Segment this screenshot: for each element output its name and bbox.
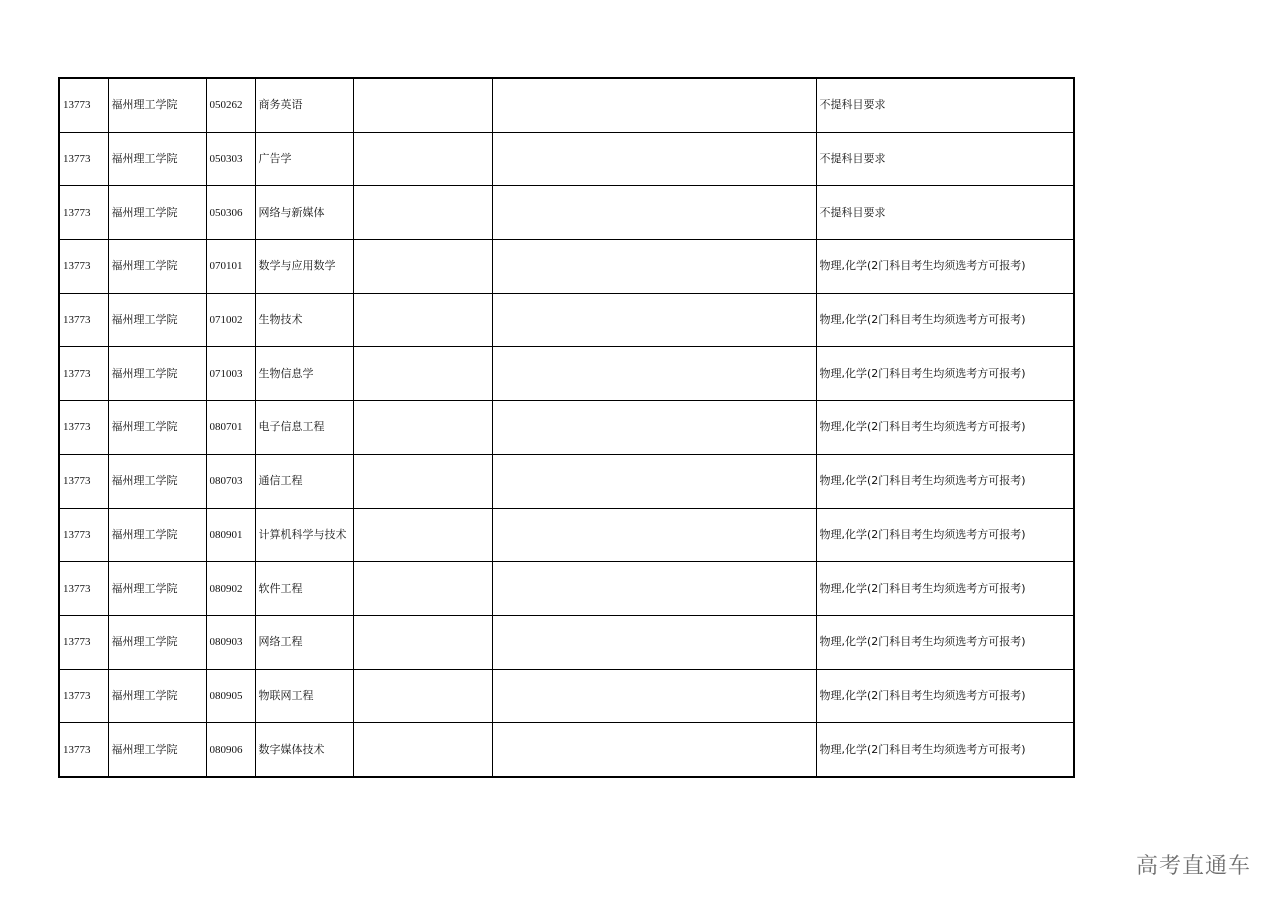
cell-major-name: 电子信息工程	[255, 401, 353, 455]
table-row	[59, 78, 1074, 132]
cell-empty-6	[492, 293, 816, 347]
table-row	[59, 401, 1074, 455]
cell-subject-requirement: 物理,化学(2门科目考生均须选考方可报考)	[816, 240, 1074, 294]
cell-subject-requirement: 不提科目要求	[816, 78, 1074, 132]
cell-empty-6	[492, 454, 816, 508]
cell-empty-6	[492, 132, 816, 186]
cell-school-code: 13773	[59, 401, 108, 455]
cell-school-name: 福州理工学院	[108, 401, 206, 455]
cell-major-code: 080906	[206, 723, 255, 777]
cell-major-code: 050262	[206, 78, 255, 132]
cell-empty-5	[353, 669, 492, 723]
cell-empty-5	[353, 240, 492, 294]
cell-school-code: 13773	[59, 562, 108, 616]
cell-major-name: 数学与应用数学	[255, 240, 353, 294]
cell-major-name: 网络与新媒体	[255, 186, 353, 240]
cell-school-name: 福州理工学院	[108, 562, 206, 616]
cell-major-name: 物联网工程	[255, 669, 353, 723]
cell-school-name: 福州理工学院	[108, 615, 206, 669]
cell-school-code: 13773	[59, 240, 108, 294]
cell-major-name: 软件工程	[255, 562, 353, 616]
cell-subject-requirement: 物理,化学(2门科目考生均须选考方可报考)	[816, 401, 1074, 455]
cell-major-code: 071003	[206, 347, 255, 401]
cell-subject-requirement: 物理,化学(2门科目考生均须选考方可报考)	[816, 615, 1074, 669]
cell-empty-6	[492, 615, 816, 669]
cell-empty-6	[492, 401, 816, 455]
table-row	[59, 508, 1074, 562]
cell-school-code: 13773	[59, 454, 108, 508]
cell-major-code: 050306	[206, 186, 255, 240]
cell-major-name: 生物技术	[255, 293, 353, 347]
table-row	[59, 347, 1074, 401]
cell-school-code: 13773	[59, 132, 108, 186]
cell-empty-6	[492, 669, 816, 723]
cell-school-code: 13773	[59, 347, 108, 401]
table-row	[59, 293, 1074, 347]
cell-empty-6	[492, 723, 816, 777]
cell-empty-5	[353, 401, 492, 455]
watermark-text: 高考直通车	[1135, 854, 1251, 879]
table-body	[59, 78, 1074, 777]
cell-major-code: 080905	[206, 669, 255, 723]
cell-empty-6	[492, 562, 816, 616]
cell-empty-6	[492, 508, 816, 562]
cell-major-name: 生物信息学	[255, 347, 353, 401]
cell-empty-5	[353, 508, 492, 562]
cell-school-code: 13773	[59, 186, 108, 240]
table-row	[59, 615, 1074, 669]
cell-school-code: 13773	[59, 615, 108, 669]
cell-subject-requirement: 不提科目要求	[816, 132, 1074, 186]
table-row	[59, 132, 1074, 186]
table-row	[59, 240, 1074, 294]
cell-subject-requirement: 物理,化学(2门科目考生均须选考方可报考)	[816, 508, 1074, 562]
table-row	[59, 562, 1074, 616]
cell-major-code: 080903	[206, 615, 255, 669]
cell-major-code: 080703	[206, 454, 255, 508]
cell-empty-5	[353, 562, 492, 616]
cell-major-code: 071002	[206, 293, 255, 347]
cell-major-code: 070101	[206, 240, 255, 294]
cell-empty-5	[353, 454, 492, 508]
cell-school-code: 13773	[59, 723, 108, 777]
cell-school-name: 福州理工学院	[108, 240, 206, 294]
cell-empty-5	[353, 615, 492, 669]
cell-major-code: 080701	[206, 401, 255, 455]
cell-subject-requirement: 物理,化学(2门科目考生均须选考方可报考)	[816, 723, 1074, 777]
cell-empty-5	[353, 293, 492, 347]
cell-empty-5	[353, 347, 492, 401]
admission-requirements-table	[58, 77, 1075, 778]
cell-school-code: 13773	[59, 293, 108, 347]
cell-school-name: 福州理工学院	[108, 669, 206, 723]
cell-subject-requirement: 物理,化学(2门科目考生均须选考方可报考)	[816, 347, 1074, 401]
cell-major-name: 计算机科学与技术	[255, 508, 353, 562]
cell-major-code: 080902	[206, 562, 255, 616]
cell-subject-requirement: 不提科目要求	[816, 186, 1074, 240]
cell-subject-requirement: 物理,化学(2门科目考生均须选考方可报考)	[816, 669, 1074, 723]
cell-major-code: 080901	[206, 508, 255, 562]
cell-empty-5	[353, 78, 492, 132]
table-row	[59, 669, 1074, 723]
table-row	[59, 186, 1074, 240]
cell-school-name: 福州理工学院	[108, 132, 206, 186]
cell-school-name: 福州理工学院	[108, 454, 206, 508]
cell-empty-6	[492, 347, 816, 401]
cell-major-name: 商务英语	[255, 78, 353, 132]
cell-school-name: 福州理工学院	[108, 508, 206, 562]
table-row	[59, 723, 1074, 777]
cell-school-code: 13773	[59, 508, 108, 562]
cell-school-name: 福州理工学院	[108, 347, 206, 401]
cell-empty-5	[353, 723, 492, 777]
cell-empty-5	[353, 186, 492, 240]
cell-empty-5	[353, 132, 492, 186]
cell-major-name: 数字媒体技术	[255, 723, 353, 777]
cell-school-code: 13773	[59, 669, 108, 723]
cell-major-name: 通信工程	[255, 454, 353, 508]
cell-school-name: 福州理工学院	[108, 186, 206, 240]
cell-subject-requirement: 物理,化学(2门科目考生均须选考方可报考)	[816, 293, 1074, 347]
cell-empty-6	[492, 78, 816, 132]
cell-school-code: 13773	[59, 78, 108, 132]
cell-major-code: 050303	[206, 132, 255, 186]
cell-school-name: 福州理工学院	[108, 723, 206, 777]
cell-school-name: 福州理工学院	[108, 78, 206, 132]
cell-subject-requirement: 物理,化学(2门科目考生均须选考方可报考)	[816, 454, 1074, 508]
cell-empty-6	[492, 186, 816, 240]
table-row	[59, 454, 1074, 508]
cell-major-name: 广告学	[255, 132, 353, 186]
cell-subject-requirement: 物理,化学(2门科目考生均须选考方可报考)	[816, 562, 1074, 616]
cell-empty-6	[492, 240, 816, 294]
cell-major-name: 网络工程	[255, 615, 353, 669]
cell-school-name: 福州理工学院	[108, 293, 206, 347]
